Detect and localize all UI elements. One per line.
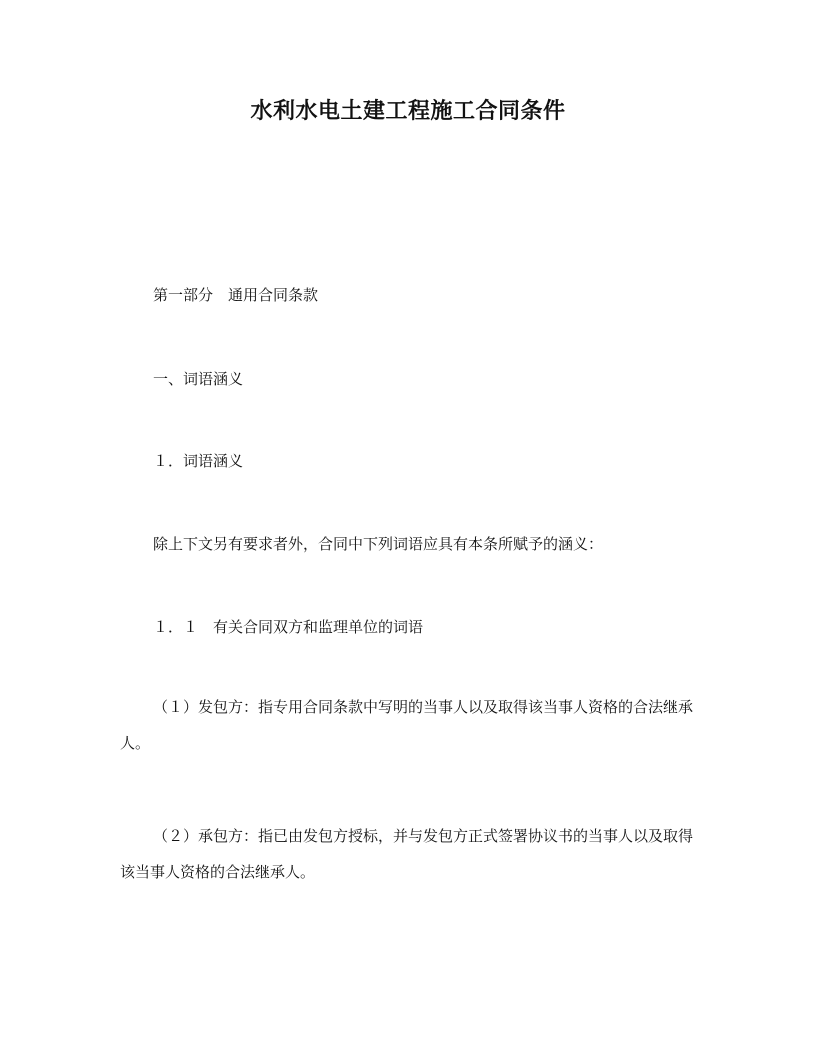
clause-intro-paragraph: 除上下文另有要求者外，合同中下列词语应具有本条所赋予的涵义： <box>153 535 604 553</box>
definition-employer-paragraph: （１）发包方：指专用合同条款中写明的当事人以及取得该当事人资格的合法继承人。 <box>120 698 694 752</box>
part-heading: 第一部分 通用合同条款 <box>153 286 319 304</box>
subclause-heading: １．１ 有关合同双方和监理单位的词语 <box>153 618 424 636</box>
section-heading: 一、词语涵义 <box>153 370 244 388</box>
clause-heading: １．词语涵义 <box>153 452 244 470</box>
definition-contractor-paragraph: （２）承包方：指已由发包方授标，并与发包方正式签署协议书的当事人以及取得该当事人资格的合法继承人。 <box>120 827 694 881</box>
document-title: 水利水电土建工程施工合同条件 <box>250 99 566 124</box>
